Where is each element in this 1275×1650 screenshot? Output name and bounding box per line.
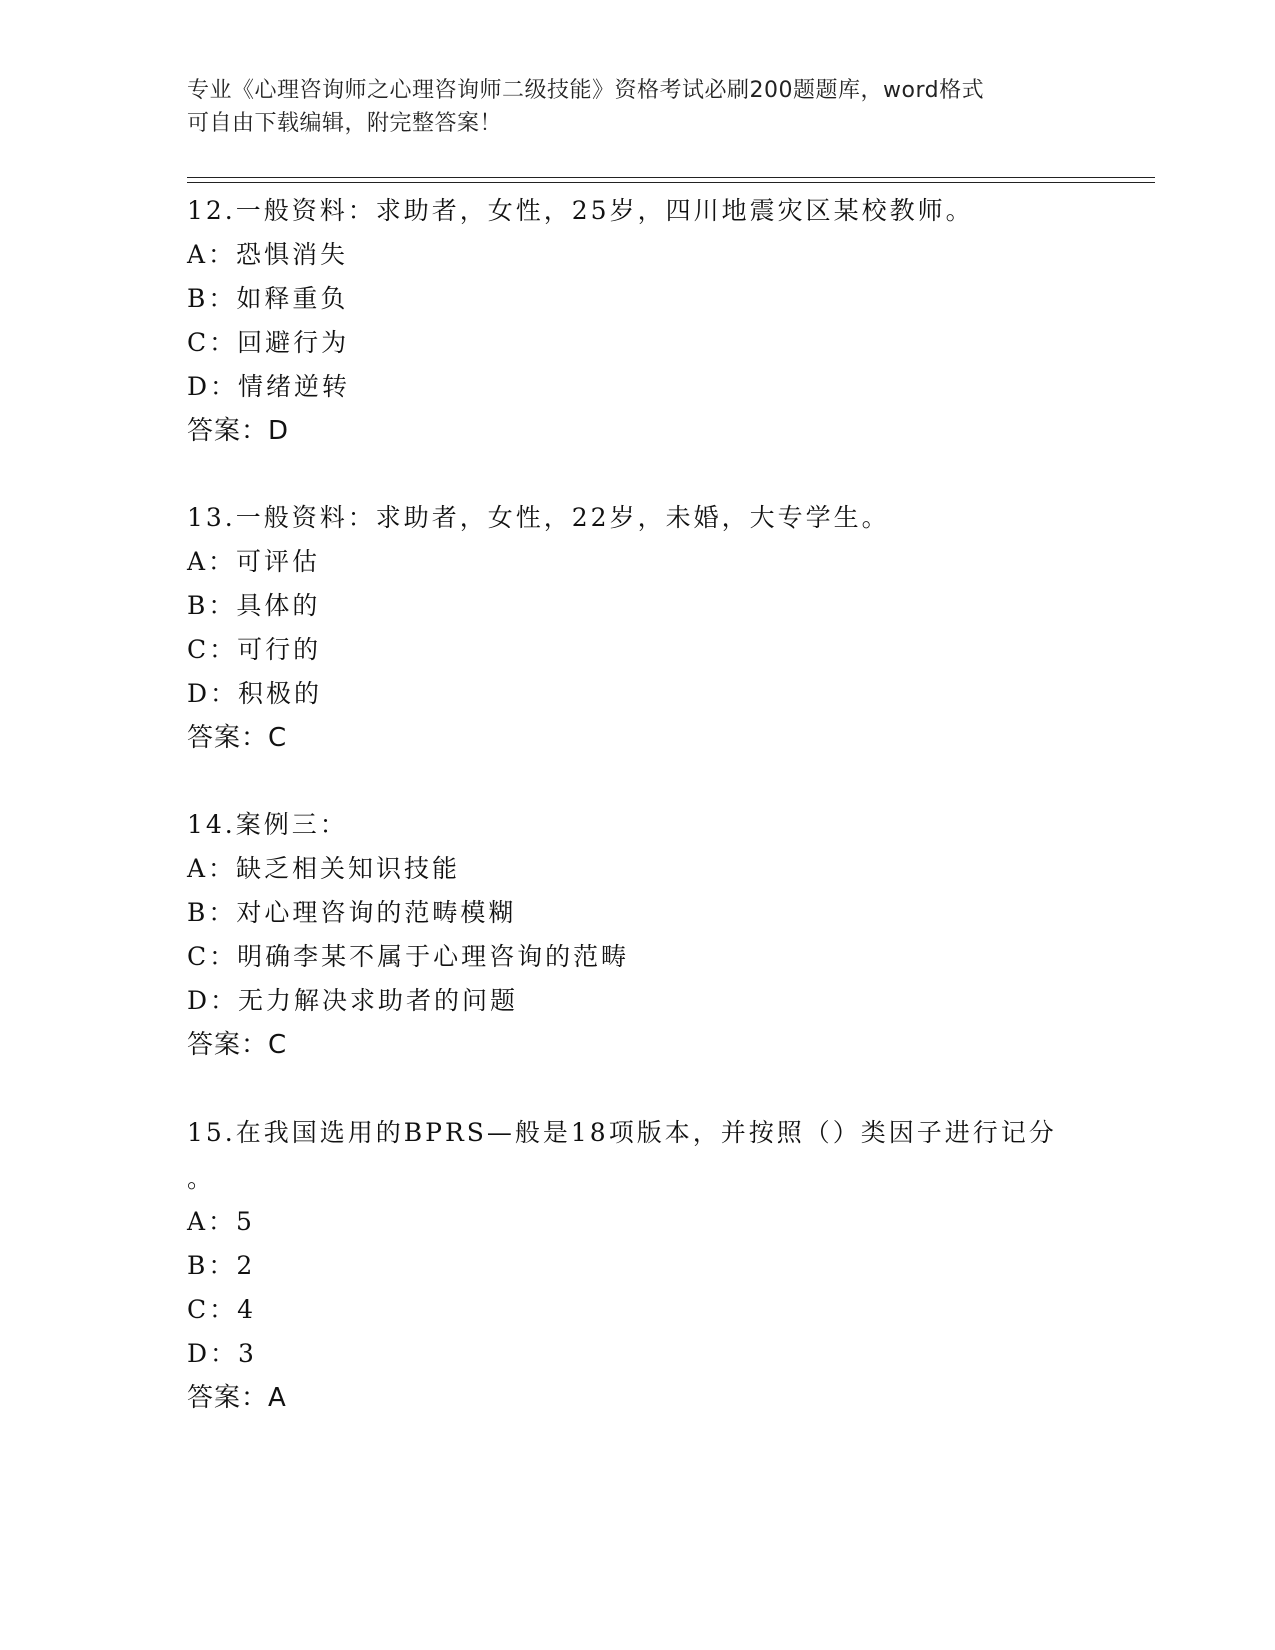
option-a: A：恐惧消失 xyxy=(187,240,349,269)
answer-label: 答案： xyxy=(187,1383,269,1413)
answer-label: 答案： xyxy=(187,1030,269,1060)
option-b: B：2 xyxy=(187,1251,256,1280)
answer-value: D xyxy=(268,416,290,446)
answer-label: 答案： xyxy=(187,416,269,446)
question-stem: 13.一般资料：求助者，女性，22岁，未婚，大专学生。 xyxy=(187,503,890,532)
option-c: C：明确李某不属于心理咨询的范畴 xyxy=(187,942,630,971)
option-b: B：对心理咨询的范畴模糊 xyxy=(187,898,517,927)
header-line-2: 可自由下载编辑，附完整答案！ xyxy=(187,111,503,136)
option-d: D：积极的 xyxy=(187,679,323,708)
option-d: D：无力解决求助者的问题 xyxy=(187,986,519,1015)
option-c: C：可行的 xyxy=(187,635,322,664)
option-d: D：情绪逆转 xyxy=(187,372,351,401)
answer-line xyxy=(187,1022,287,1068)
answer-value: C xyxy=(268,1030,288,1060)
answer-line xyxy=(187,408,289,454)
answer-line xyxy=(187,1375,287,1421)
option-a: A：5 xyxy=(187,1207,255,1236)
question-stem: 12.一般资料：求助者，女性，25岁，四川地震灾区某校教师。 xyxy=(187,196,974,225)
question-stem: 14.案例三： xyxy=(187,810,348,839)
question-stem: 15.在我国选用的BPRS—般是18项版本，并按照（）类因子进行记分 xyxy=(187,1118,1057,1147)
option-b: B：如释重负 xyxy=(187,284,349,313)
header-line-1: 专业《心理咨询师之心理咨询师二级技能》资格考试必刷200题题库，word格式 xyxy=(187,78,985,103)
option-b: B：具体的 xyxy=(187,591,321,620)
question-stem-continuation: 。 xyxy=(187,1164,216,1193)
answer-line xyxy=(187,715,287,761)
option-c: C：回避行为 xyxy=(187,328,350,357)
document-header xyxy=(187,74,1087,140)
option-a: A：缺乏相关知识技能 xyxy=(187,854,461,883)
option-d: D：3 xyxy=(187,1339,257,1368)
header-divider-bottom xyxy=(187,182,1155,183)
option-c: C：4 xyxy=(187,1295,257,1324)
option-a: A：可评估 xyxy=(187,547,321,576)
answer-value: C xyxy=(268,723,288,753)
header-divider-top xyxy=(187,177,1155,178)
answer-value: A xyxy=(268,1383,287,1413)
answer-label: 答案： xyxy=(187,723,269,753)
